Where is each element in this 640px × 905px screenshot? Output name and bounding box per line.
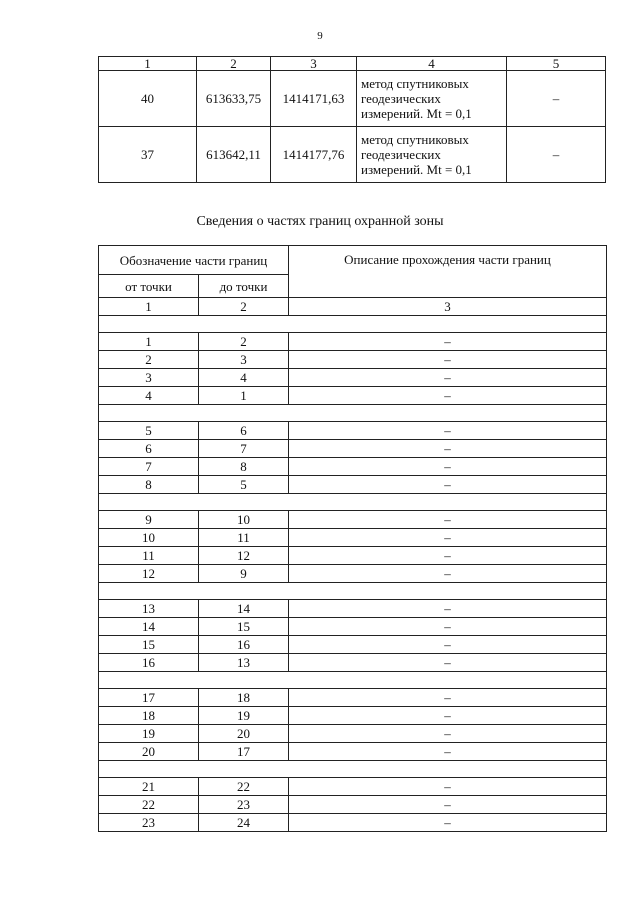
header-to-cell: до точки: [199, 275, 289, 298]
description-cell: –: [289, 618, 607, 636]
to-point-cell: 14: [199, 600, 289, 618]
section-title: Сведения о частях границ охранной зоны: [196, 214, 444, 229]
to-point-cell: 19: [199, 707, 289, 725]
col-number-3: 3: [289, 298, 607, 316]
description-cell: –: [289, 387, 607, 405]
table-row: [99, 636, 607, 654]
from-point-cell: 5: [99, 422, 199, 440]
description-cell: –: [289, 636, 607, 654]
coords-header-cell: 2: [197, 57, 271, 71]
method-line: метод спутниковых: [361, 132, 469, 147]
from-point-cell: 4: [99, 387, 199, 405]
to-point-cell: 10: [199, 511, 289, 529]
to-point-cell: 20: [199, 725, 289, 743]
table-row: [99, 529, 607, 547]
description-cell: –: [289, 654, 607, 672]
description-cell: –: [289, 600, 607, 618]
from-point-cell: 9: [99, 511, 199, 529]
to-point-cell: 4: [199, 369, 289, 387]
table-row: [99, 565, 607, 583]
from-point-cell: 1: [99, 333, 199, 351]
table-row: [99, 743, 607, 761]
to-point-cell: 23: [199, 796, 289, 814]
description-cell: –: [289, 743, 607, 761]
coords-header-cell: 3: [271, 57, 357, 71]
from-point-cell: 21: [99, 778, 199, 796]
to-point-cell: 2: [199, 333, 289, 351]
description-cell: –: [289, 422, 607, 440]
group-separator-row: [99, 494, 607, 511]
page-number: 9: [317, 30, 323, 42]
from-point-cell: 2: [99, 351, 199, 369]
to-point-cell: 13: [199, 654, 289, 672]
to-point-cell: 24: [199, 814, 289, 832]
description-cell: –: [289, 351, 607, 369]
group-separator-cell: [99, 583, 607, 600]
to-point-cell: 17: [199, 743, 289, 761]
from-point-cell: 8: [99, 476, 199, 494]
coords-header-row: [99, 57, 606, 71]
to-point-cell: 22: [199, 778, 289, 796]
from-point-cell: 18: [99, 707, 199, 725]
note-cell: –: [507, 127, 606, 183]
coords-row: [99, 71, 606, 127]
table-row: [99, 796, 607, 814]
y-cell: 1414177,76: [271, 127, 357, 183]
from-point-cell: 15: [99, 636, 199, 654]
from-point-cell: 17: [99, 689, 199, 707]
group-separator-row: [99, 672, 607, 689]
to-point-cell: 12: [199, 547, 289, 565]
to-point-cell: 5: [199, 476, 289, 494]
to-point-cell: 3: [199, 351, 289, 369]
group-separator-row: [99, 583, 607, 600]
table-row: [99, 387, 607, 405]
description-cell: –: [289, 476, 607, 494]
header-from-cell: от точки: [99, 275, 199, 298]
group-separator-cell: [99, 316, 607, 333]
from-point-cell: 13: [99, 600, 199, 618]
table-row: [99, 689, 607, 707]
from-point-cell: 11: [99, 547, 199, 565]
table-row: [99, 440, 607, 458]
group-separator-cell: [99, 494, 607, 511]
method-line: измерений. Mt = 0,1: [361, 162, 472, 177]
to-point-cell: 15: [199, 618, 289, 636]
from-point-cell: 10: [99, 529, 199, 547]
group-separator-row: [99, 405, 607, 422]
table-row: [99, 476, 607, 494]
description-cell: –: [289, 796, 607, 814]
boundary-parts-table: [98, 245, 607, 832]
coords-header-cell: 5: [507, 57, 606, 71]
x-cell: 613642,11: [197, 127, 271, 183]
from-point-cell: 14: [99, 618, 199, 636]
table-row: [99, 547, 607, 565]
table-row: [99, 778, 607, 796]
table-row: [99, 351, 607, 369]
table-row: [99, 707, 607, 725]
group-separator-row: [99, 761, 607, 778]
description-cell: –: [289, 778, 607, 796]
method-cell: [357, 127, 507, 183]
coords-header-cell: 4: [357, 57, 507, 71]
table-row: [99, 600, 607, 618]
from-point-cell: 16: [99, 654, 199, 672]
table-row: [99, 422, 607, 440]
from-point-cell: 19: [99, 725, 199, 743]
table-row: [99, 654, 607, 672]
description-cell: –: [289, 689, 607, 707]
to-point-cell: 18: [199, 689, 289, 707]
from-point-cell: 12: [99, 565, 199, 583]
method-line: геодезических: [361, 147, 441, 162]
coordinates-table: [98, 56, 606, 183]
description-cell: –: [289, 565, 607, 583]
to-point-cell: 1: [199, 387, 289, 405]
description-cell: –: [289, 511, 607, 529]
col-number-1: 1: [99, 298, 199, 316]
description-cell: –: [289, 333, 607, 351]
from-point-cell: 3: [99, 369, 199, 387]
method-line: геодезических: [361, 91, 441, 106]
method-line: измерений. Mt = 0,1: [361, 106, 472, 121]
table-row: [99, 618, 607, 636]
from-point-cell: 22: [99, 796, 199, 814]
y-cell: 1414171,63: [271, 71, 357, 127]
header-group-cell: Обозначение части границ: [99, 246, 289, 275]
method-line: метод спутниковых: [361, 76, 469, 91]
description-cell: –: [289, 547, 607, 565]
method-cell: [357, 71, 507, 127]
to-point-cell: 6: [199, 422, 289, 440]
description-cell: –: [289, 707, 607, 725]
from-point-cell: 6: [99, 440, 199, 458]
table-row: [99, 511, 607, 529]
from-point-cell: 23: [99, 814, 199, 832]
coords-header-cell: 1: [99, 57, 197, 71]
note-cell: –: [507, 71, 606, 127]
from-point-cell: 7: [99, 458, 199, 476]
col-number-2: 2: [199, 298, 289, 316]
header-row: [99, 246, 607, 275]
table-row: [99, 725, 607, 743]
description-cell: –: [289, 814, 607, 832]
table-row: [99, 458, 607, 476]
column-number-row: [99, 298, 607, 316]
to-point-cell: 16: [199, 636, 289, 654]
group-separator-row: [99, 316, 607, 333]
description-cell: –: [289, 458, 607, 476]
to-point-cell: 11: [199, 529, 289, 547]
group-separator-cell: [99, 672, 607, 689]
header-descr-cell: Описание прохождения части границ: [289, 246, 607, 298]
to-point-cell: 8: [199, 458, 289, 476]
description-cell: –: [289, 725, 607, 743]
x-cell: 613633,75: [197, 71, 271, 127]
group-separator-cell: [99, 405, 607, 422]
from-point-cell: 20: [99, 743, 199, 761]
to-point-cell: 9: [199, 565, 289, 583]
point-cell: 40: [99, 71, 197, 127]
to-point-cell: 7: [199, 440, 289, 458]
description-cell: –: [289, 369, 607, 387]
table-row: [99, 369, 607, 387]
table-row: [99, 333, 607, 351]
coords-row: [99, 127, 606, 183]
description-cell: –: [289, 529, 607, 547]
group-separator-cell: [99, 761, 607, 778]
description-cell: –: [289, 440, 607, 458]
table-row: [99, 814, 607, 832]
point-cell: 37: [99, 127, 197, 183]
